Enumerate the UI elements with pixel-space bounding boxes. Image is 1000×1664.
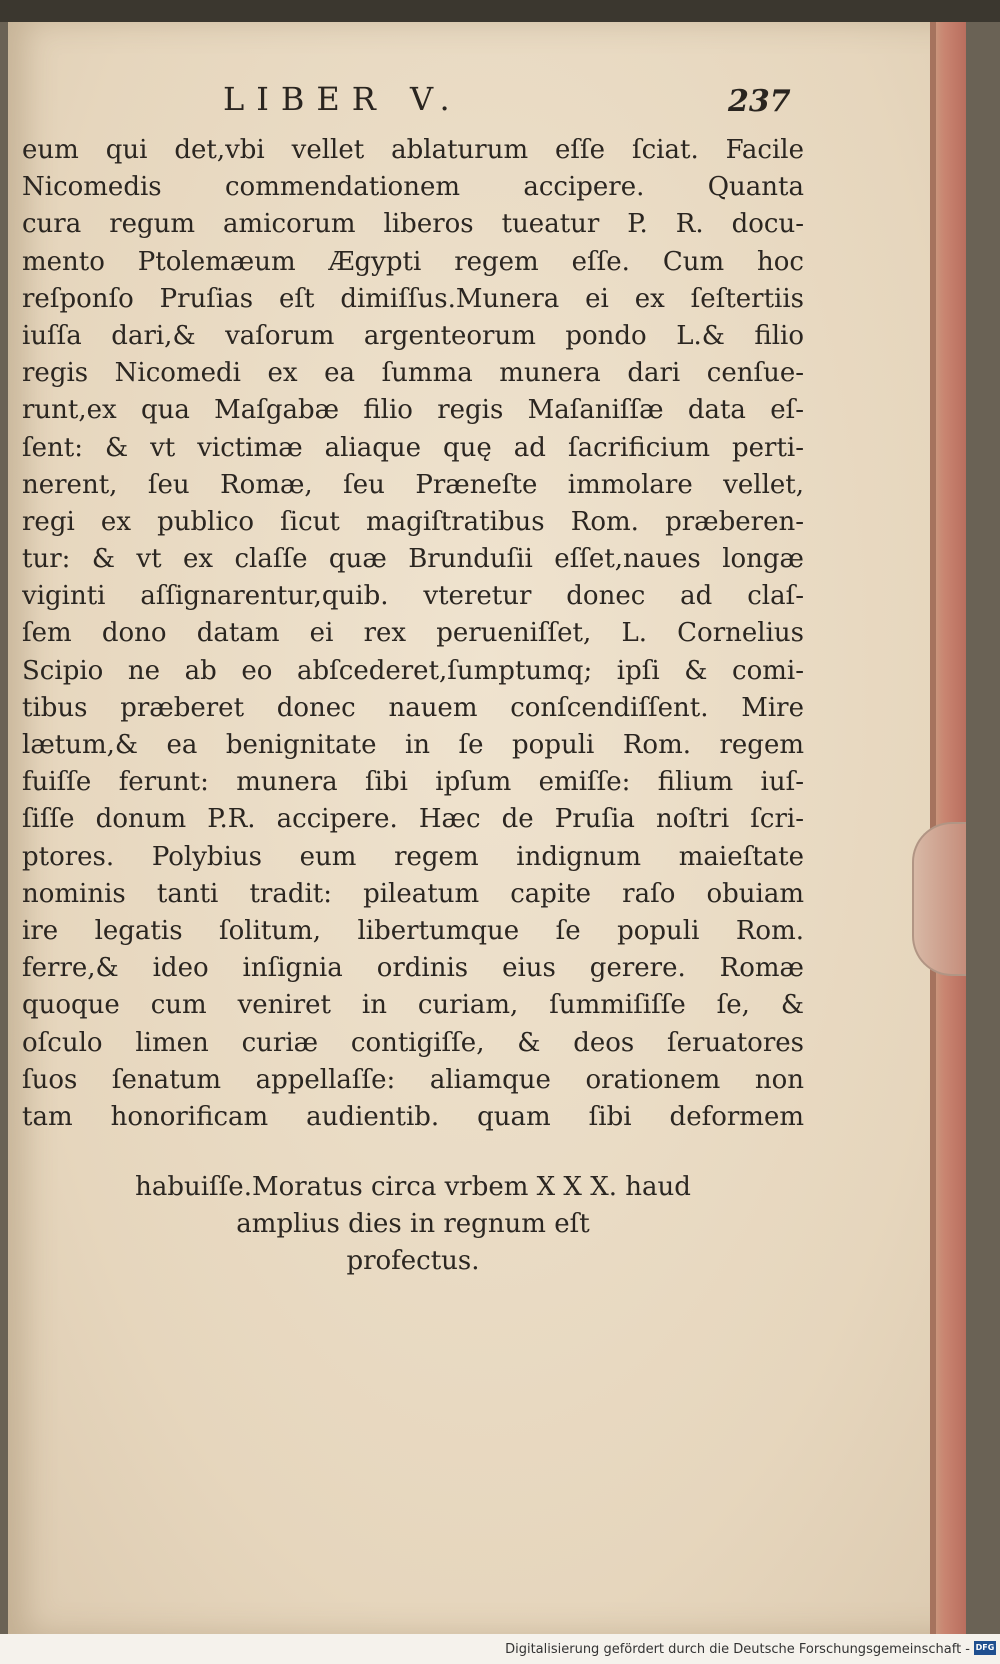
text-line: tibus præberet donec nauem conſcendiſſent. Mire — [22, 692, 804, 723]
body-text — [22, 132, 804, 1136]
text-line: mento Ptolemæum Ægypti regem eſſe. Cum hoc — [22, 246, 804, 277]
text-line: ſem dono datam ei rex perueniſſet, L. Cornelius — [22, 618, 804, 649]
dfg-logo-icon: DFG — [974, 1641, 996, 1655]
text-line: ptores. Polybius eum regem indignum maieſtate — [22, 841, 804, 872]
text-line: Nicomedis commendationem accipere. Quanta — [22, 172, 804, 203]
text-line: ſiſſe donum P.R. accipere. Hæc de Pruſia noſtri ſcri- — [22, 804, 804, 835]
running-title: LIBER V. — [223, 80, 462, 118]
text-line: regis Nicomedi ex ea ſumma munera dari cenſue- — [22, 358, 804, 389]
text-line: nerent, ſeu Romæ, ſeu Præneſte immolare vellet, — [22, 469, 804, 500]
closing-line: amplius dies in regnum eſt — [236, 1209, 590, 1240]
scan-top-border — [0, 0, 1000, 22]
closing-line: profectus. — [346, 1246, 480, 1277]
text-line: viginti aſſignarentur,quib. vteretur donec ad claſ- — [22, 581, 804, 612]
text-line: cura regum amicorum liberos tueatur P. R. docu- — [22, 209, 804, 240]
text-line: ſent: & vt victimæ aliaque quę ad ſacrificium perti- — [22, 432, 804, 463]
text-line: regi ex publico ſicut magiſtratibus Rom. præberen- — [22, 506, 804, 537]
funding-note: Digitalisierung gefördert durch die Deutsche Forschungsgemeinschaft - — [505, 1642, 970, 1657]
text-line: reſponſo Pruſias eſt dimiſſus.Munera ei ex ſeſtertiis — [22, 283, 804, 314]
text-line: oſculo limen curiæ contigiſſe, & deos ſeruatores — [22, 1027, 804, 1058]
book-page — [8, 22, 966, 1634]
text-line: tur: & vt ex claſſe quæ Brunduſii eſſet,naues longæ — [22, 544, 804, 575]
text-line: lætum,& ea benignitate in ſe populi Rom. regem — [22, 730, 804, 760]
text-line: Scipio ne ab eo abſcederet,ſumptumq; ipſi & comi- — [22, 655, 804, 686]
text-line: tam honorificam audientib. quam ſibi deformem — [22, 1101, 804, 1132]
text-line: ferre,& ideo inſignia ordinis eius gerere. Romæ — [22, 953, 804, 984]
digitization-footer — [0, 1634, 1000, 1664]
text-line: runt,ex qua Maſgabæ filio regis Maſaniſſæ data eſ- — [22, 395, 804, 426]
text-line: nominis tanti tradit: pileatum capite raſo obuiam — [22, 878, 804, 909]
text-line: ſuos ſenatum appellaſſe: aliamque orationem non — [22, 1064, 804, 1095]
text-line: fuiſſe ferunt: munera ſibi ipſum emiſſe: filium iuſ- — [22, 767, 804, 798]
running-head — [28, 80, 898, 130]
text-line: iuſſa dari,& vaſorum argenteorum pondo L.& filio — [22, 320, 804, 351]
text-line: quoque cum veniret in curiam, ſummiſiſſe ſe, & — [22, 990, 804, 1021]
page-clip — [912, 822, 966, 976]
page-number: 237 — [728, 84, 791, 119]
closing-text — [22, 1169, 804, 1281]
text-line: eum qui det,vbi vellet ablaturum eſſe ſciat. Facile — [22, 135, 804, 165]
closing-line: habuiſſe.Moratus circa vrbem X X X. haud — [135, 1172, 691, 1202]
text-line: ire legatis ſolitum, libertumque ſe populi Rom. — [22, 915, 804, 946]
